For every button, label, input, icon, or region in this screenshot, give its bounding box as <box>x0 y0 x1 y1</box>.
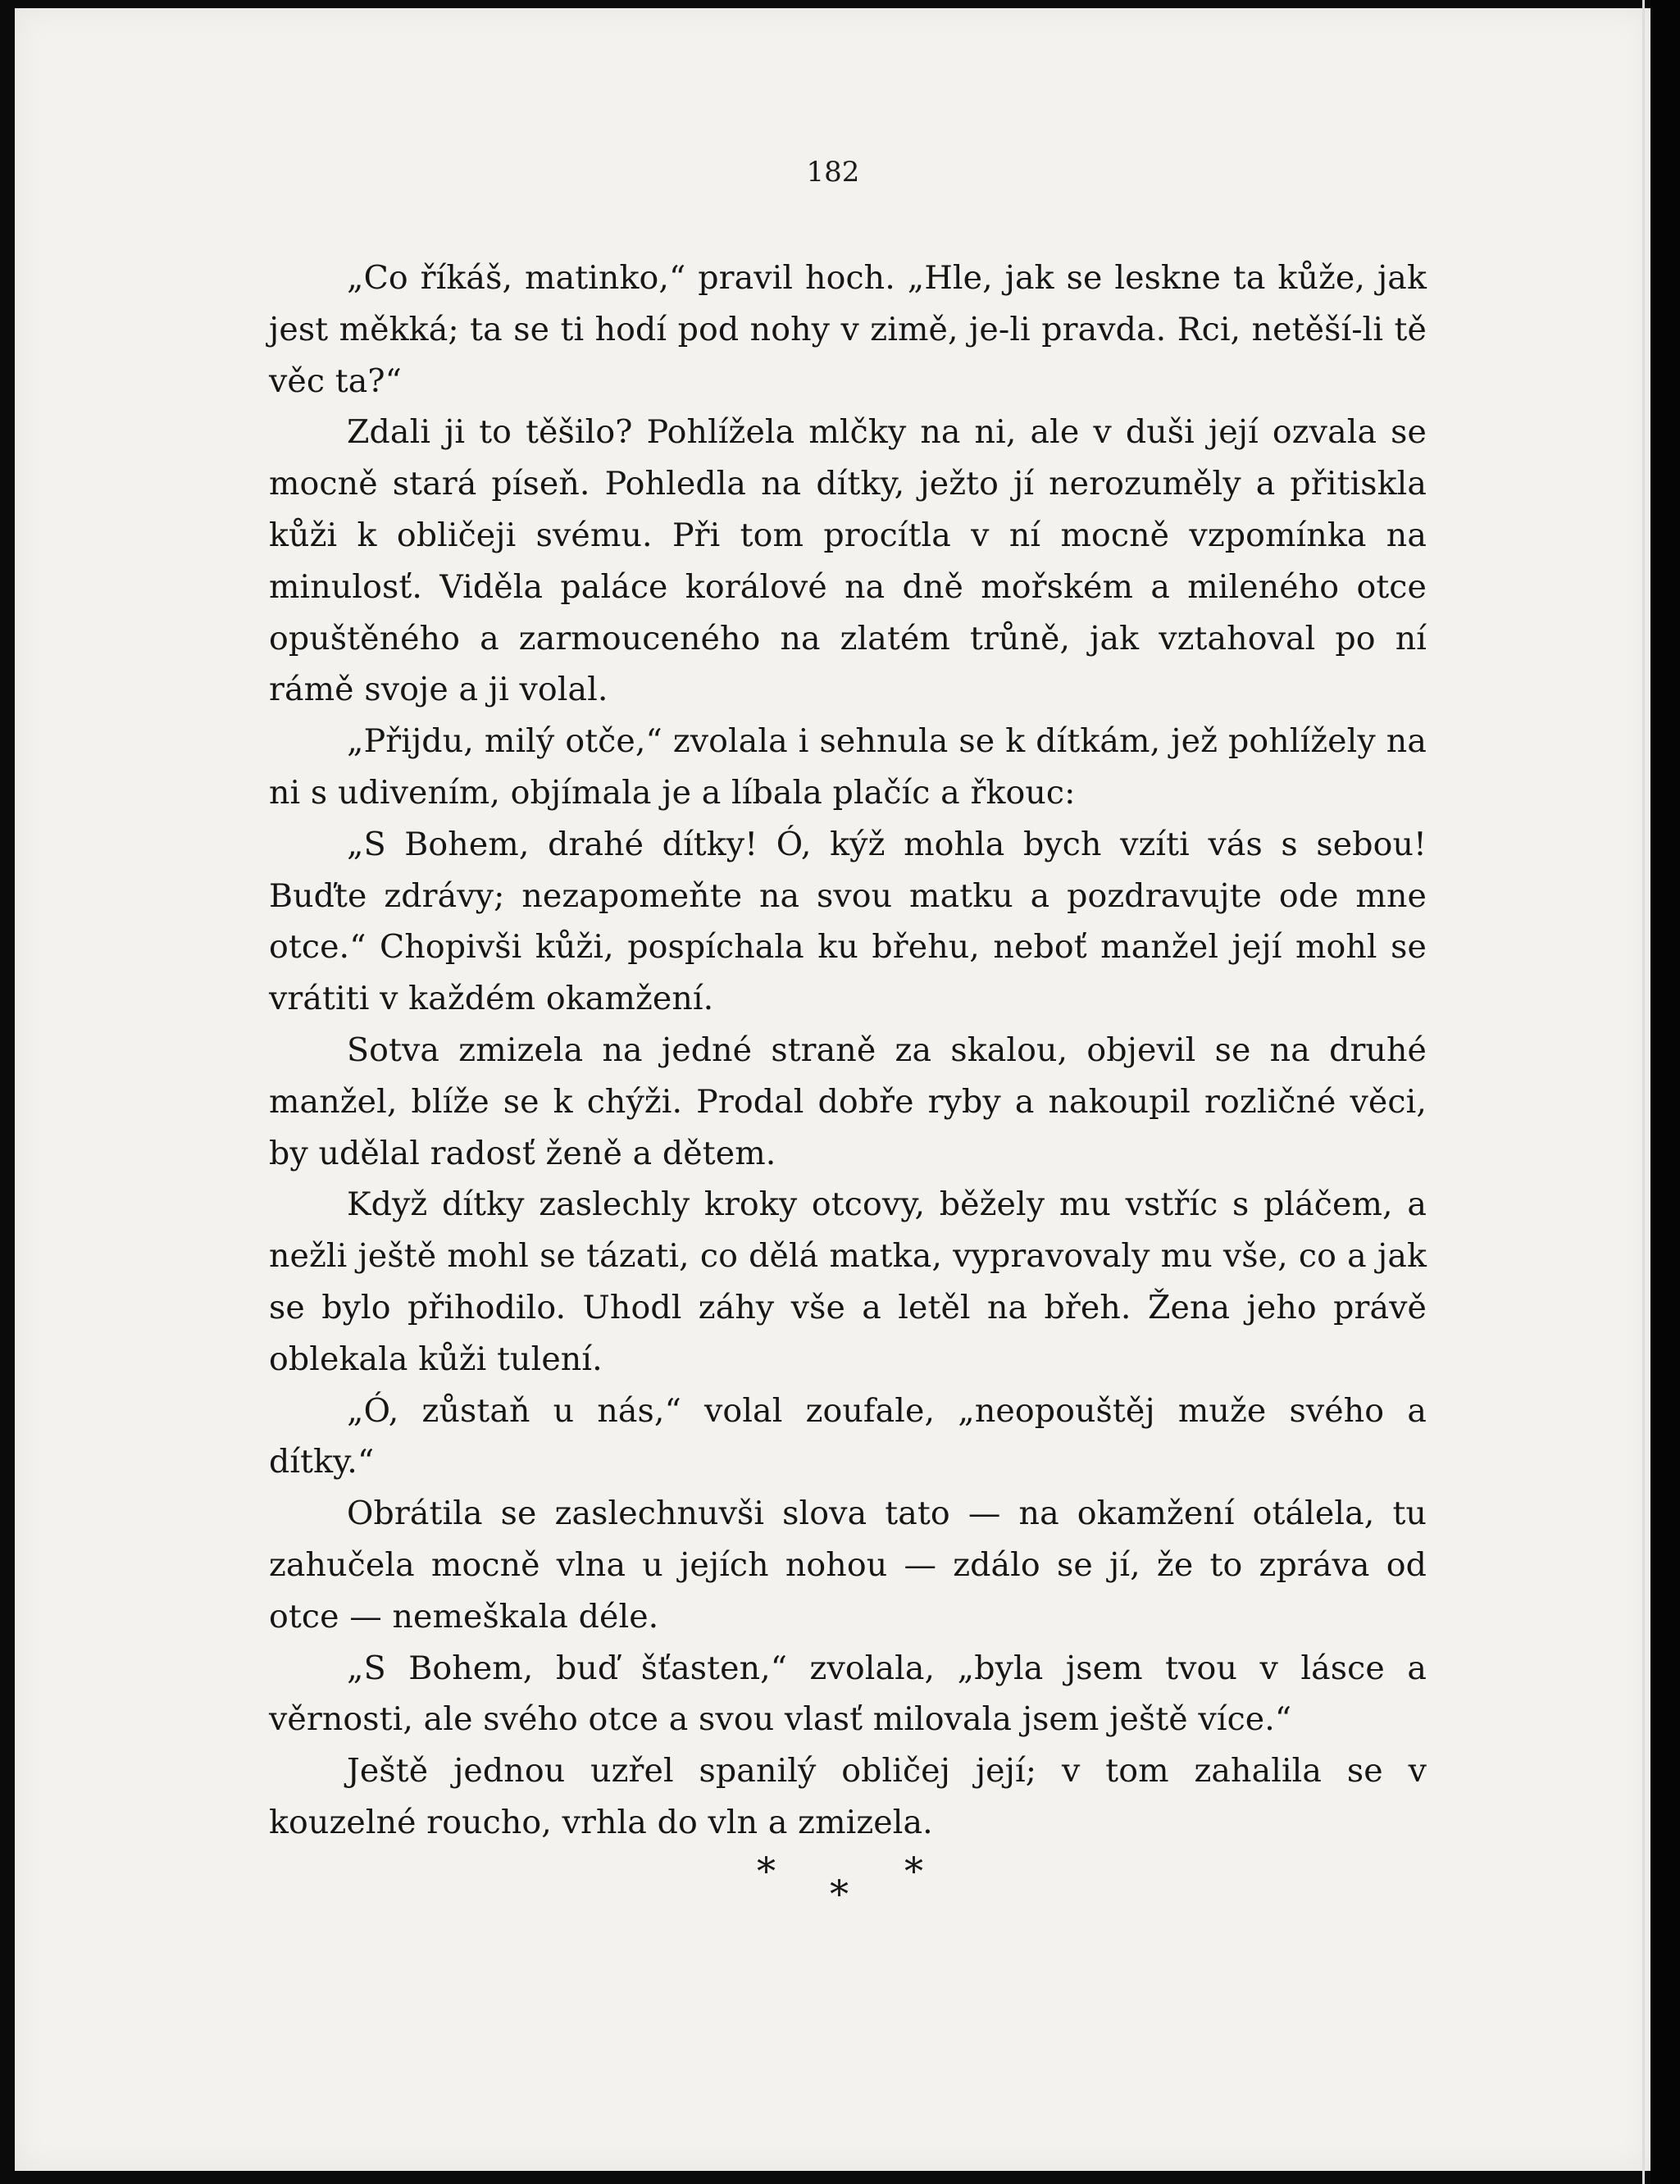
paragraph-5: Sotva zmizela na jedné straně za skalou, objevil se na druhé manžel, blíže se k chýži. Prodal dobře ryby a nakoupil rozličné věci, by udělal radosť ženě a dětem. <box>269 1031 1427 1172</box>
paragraph-8: Obrátila se zaslechnuvši slova tato — na okamžení otálela, tu zahučela mocně vlna u jejích nohou — zdálo se jí, že to zpráva od otce — nemeškala déle. <box>269 1495 1427 1636</box>
paragraph-4: „S Bohem, drahé dítky! Ó, kýž mohla bych vzíti vás s sebou! Buďte zdrávy; nezapomeňte na svou matku a pozdravujte ode mne otce.“ Chopivši kůži, pospíchala ku břehu, neboť manžel její mohl se vrátiti v každém okamžení. <box>269 825 1427 1018</box>
scan-border <box>1650 0 1680 2184</box>
separator-star: * <box>757 1849 776 1893</box>
separator-star: * <box>830 1872 849 1916</box>
text-body <box>269 253 1427 1849</box>
paragraph-7: „Ó, zůstaň u nás,“ volal zoufale, „neopouštěj muže svého a dítky.“ <box>269 1391 1427 1481</box>
paragraph-1: „Co říkáš, matinko,“ pravil hoch. „Hle, jak se leskne ta kůže, jak jest měkká; ta se ti hodí pod nohy v zimě, je-li pravda. Rci, netěší-li tě věc ta?“ <box>269 259 1427 400</box>
paragraph-10: Ještě jednou uzřel spanilý obličej její; v tom zahalila se v kouzelné roucho, vrhla do vln a zmizela. <box>269 1752 1427 1841</box>
section-separator <box>15 1849 1651 1922</box>
paragraph-6: Když dítky zaslechly kroky otcovy, běžely mu vstříc s pláčem, a nežli ještě mohl se tázati, co dělá matka, vypravovaly mu vše, co a jak se bylo přihodilo. Uhodl záhy vše a letěl na břeh. Žena jeho právě oblekala kůži tulení. <box>269 1185 1427 1378</box>
paragraph-9: „S Bohem, buď šťasten,“ zvolala, „byla jsem tvou v lásce a věrnosti, ale svého otce a svou vlasť milovala jsem ještě více.“ <box>269 1649 1427 1739</box>
paragraph-2: Zdali ji to těšilo? Pohlížela mlčky na ni, ale v duši její ozvala se mocně stará píseň. Pohledla na dítky, ježto jí nerozuměly a přitiskla kůži k obličeji svému. Při tom procítla v ní mocně vzpomínka na minulosť. Viděla paláce korálové na dně mořském a mileného otce opuštěného a zarmouceného na zlatém trůně, jak vztahoval po ní rámě svoje a ji volal. <box>269 413 1427 709</box>
book-page <box>15 8 1651 2171</box>
page-number: 182 <box>806 156 860 189</box>
separator-star: * <box>904 1849 923 1893</box>
page-edge-line <box>1642 0 1645 2184</box>
paragraph-3: „Přijdu, milý otče,“ zvolala i sehnula se k dítkám, jež pohlížely na ni s udivením, objímala je a líbala plačíc a řkouc: <box>269 722 1427 812</box>
